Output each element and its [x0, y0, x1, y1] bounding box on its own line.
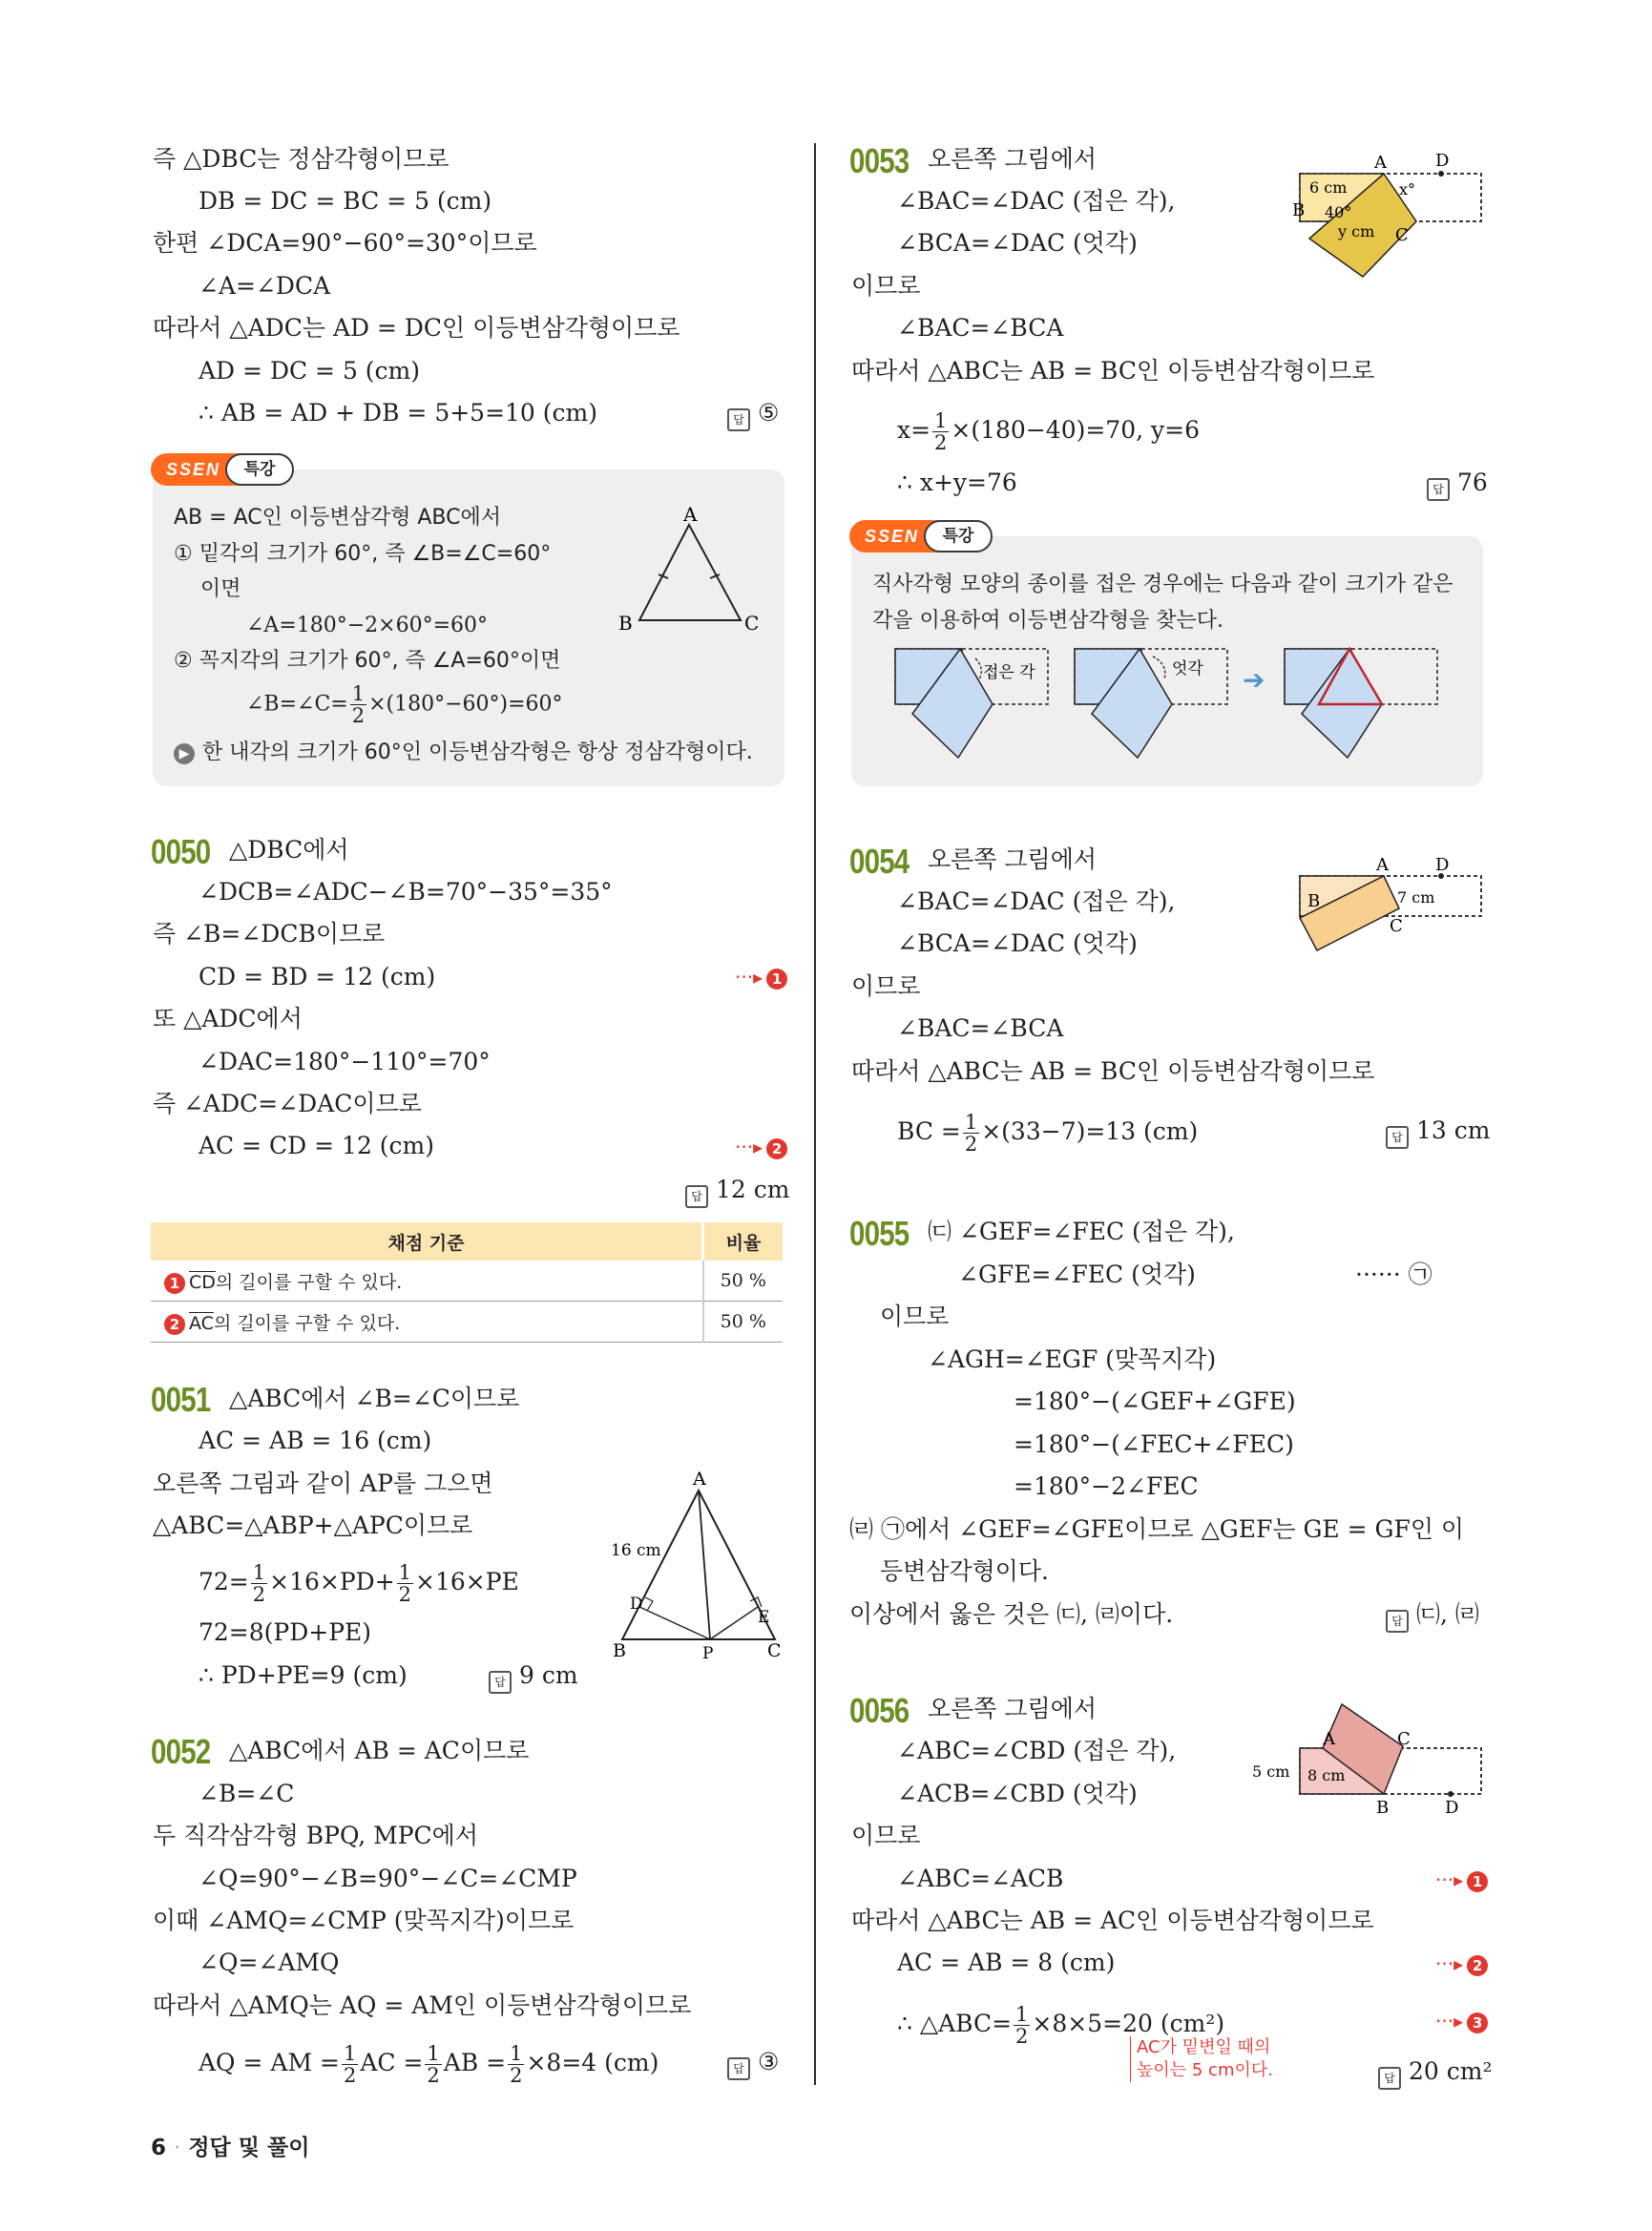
header-criteria: 채점 기준	[151, 1222, 703, 1261]
svg-text:B: B	[1292, 200, 1306, 220]
answer-icon: 답	[727, 2057, 750, 2080]
step-marker: ···▸ 2	[1435, 1952, 1488, 1976]
annotation-note: AC가 밑변일 때의 높이는 5 cm이다.	[1130, 2036, 1273, 2082]
svg-text:B: B	[1307, 891, 1321, 911]
answer-mark: 답 20 cm²	[1378, 2055, 1493, 2090]
answer-icon: 답	[1427, 478, 1450, 501]
fraction: $\frac{1}{2}$	[1015, 2003, 1029, 2048]
answer-mark: 답 9 cm	[489, 1659, 578, 1694]
svg-text:D: D	[1435, 855, 1450, 875]
tip-line: ∠A=180°−2×60°=60°	[246, 614, 489, 637]
svg-text:C: C	[744, 612, 760, 635]
answer-mark: 답 12 cm	[685, 1174, 789, 1208]
math-line: =180°−(∠GEF+∠GFE)	[1014, 1387, 1296, 1415]
tip-line: 각을 이용하여 이등변삼각형을 찾는다.	[872, 609, 1224, 633]
folding-examples-figure	[893, 645, 1447, 769]
math-line: ∠AGH=∠EGF (맞꼭지각)	[928, 1345, 1217, 1373]
text-line: △ABC에서 ∠B=∠C이므로	[229, 1385, 520, 1412]
tip-badge: SSEN 특강	[151, 453, 294, 486]
svg-text:C: C	[1395, 225, 1409, 245]
step-marker: ···▸ 2	[735, 1136, 787, 1159]
math-line: ∠BCA=∠DAC (엇각)	[897, 229, 1138, 257]
text-line: 즉 △DBC는 정삼각형이므로	[153, 145, 450, 173]
text-line: 따라서 △ABC는 AB = AC인 이등변삼각형이므로	[851, 1907, 1374, 1934]
answer-icon: 답	[685, 1185, 708, 1208]
tip-badge: SSEN 특강	[849, 520, 993, 553]
problem-number: 0054	[849, 842, 910, 881]
text-line: 따라서 △ABC는 AB = BC인 이등변삼각형이므로	[851, 1057, 1375, 1085]
math-line: ∠DAC=180°−110°=70°	[199, 1048, 491, 1075]
svg-text:C: C	[767, 1640, 782, 1658]
text-line: 두 직각삼각형 BPQ, MPC에서	[153, 1822, 478, 1849]
fraction: $\frac{1}{2}$	[398, 1561, 412, 1606]
answer-mark: 답 ③	[727, 2046, 779, 2080]
answer-mark: 답 13 cm	[1386, 1115, 1490, 1149]
svg-text:5 cm: 5 cm	[1252, 1762, 1290, 1781]
text-line: ㈂ ∠GEF=∠FEC (접은 각),	[928, 1218, 1235, 1245]
text-line: △DBC에서	[229, 836, 349, 864]
math-line: ∠BAC=∠BCA	[897, 314, 1064, 342]
text-line: △ABC=△ABP+△APC이므로	[153, 1512, 473, 1539]
step-marker: ···▸ 3	[1435, 2010, 1488, 2033]
text-line: △ABC에서 AB = AC이므로	[229, 1737, 530, 1764]
problem-number: 0052	[151, 1732, 211, 1771]
text-line: 이므로	[851, 972, 921, 1000]
fraction: $\frac{1}{2}$	[351, 682, 366, 727]
text-line: 이상에서 옳은 것은 ㈂, ㈃이다.	[849, 1600, 1174, 1628]
math-line: ∠BCA=∠DAC (엇각)	[897, 929, 1138, 957]
math-line: AQ = AM = $\frac{1}{2}$ AC = $\frac{1}{2}$ AB = $\frac{1}{2}$ ×8=4 (cm)	[199, 2042, 659, 2087]
folded-paper-figure	[1288, 143, 1489, 286]
math-line: ∠B=∠C	[199, 1780, 295, 1807]
column-divider	[814, 143, 816, 2085]
math-line: AC = AB = 8 (cm)	[897, 1949, 1116, 1976]
math-line: AC = CD = 12 (cm)	[199, 1132, 435, 1159]
text-line: 이므로	[880, 1303, 950, 1330]
math-line: ∠Q=∠AMQ	[199, 1949, 340, 1976]
svg-text:엇각: 엇각	[1172, 659, 1203, 678]
math-line: x= $\frac{1}{2}$ ×(180−40)=70, y=6	[897, 409, 1200, 454]
math-line: ∠A=∠DCA	[199, 272, 331, 300]
table-row: 1 $\overline{CD}$의 길이를 구할 수 있다. 50 %	[151, 1261, 783, 1302]
math-line: ∠BAC=∠BCA	[897, 1014, 1064, 1042]
tip-conclusion: ▶ 한 내각의 크기가 60°인 이등변삼각형은 항상 정삼각형이다.	[174, 737, 753, 769]
problem-number: 0056	[849, 1691, 910, 1730]
text-line: 즉 ∠B=∠DCB이므로	[153, 920, 386, 948]
math-line: BC = $\frac{1}{2}$ ×(33−7)=13 (cm)	[897, 1111, 1199, 1156]
svg-text:C: C	[1397, 1729, 1411, 1749]
isosceles-triangle-figure	[611, 506, 783, 639]
fraction: $\frac{1}{2}$	[343, 2042, 357, 2087]
problem-number: 0055	[849, 1214, 910, 1253]
svg-text:A: A	[1374, 153, 1387, 173]
answer-icon: 답	[727, 408, 750, 431]
math-line: ∠Q=90°−∠B=90°−∠C=∠CMP	[199, 1865, 577, 1892]
math-line: =180°−(∠FEC+∠FEC)	[1014, 1430, 1294, 1458]
math-line: CD = BD = 12 (cm)	[199, 963, 436, 990]
equation-tag: ······ ㉠	[1355, 1261, 1432, 1288]
svg-text:y cm: y cm	[1338, 222, 1375, 240]
text-line: 이때 ∠AMQ=∠CMP (맞꼭지각)이므로	[153, 1907, 575, 1934]
answer-icon: 답	[1386, 1126, 1409, 1149]
svg-text:16 cm: 16 cm	[611, 1541, 661, 1560]
math-line: 72= $\frac{1}{2}$ ×16×PD+ $\frac{1}{2}$ ×16×PE	[199, 1561, 519, 1606]
math-line: AD = DC = 5 (cm)	[199, 357, 421, 385]
text-line: 따라서 △ADC는 AD = DC인 이등변삼각형이므로	[153, 314, 680, 342]
table-row: 2 $\overline{AC}$의 길이를 구할 수 있다. 50 %	[151, 1302, 783, 1343]
math-line: AC = AB = 16 (cm)	[199, 1427, 432, 1454]
arrow-icon: ▶	[174, 743, 195, 764]
folded-paper-figure	[1288, 849, 1489, 954]
svg-text:접은 각: 접은 각	[983, 663, 1035, 682]
text-line: 오른쪽 그림에서	[928, 145, 1097, 173]
svg-text:B: B	[1376, 1798, 1390, 1818]
answer-mark: 답 ㈂, ㈃	[1386, 1598, 1479, 1633]
tip-line: AB = AC인 이등변삼각형 ABC에서	[174, 506, 501, 530]
math-line: ∠DCB=∠ADC−∠B=70°−35°=35°	[199, 878, 613, 906]
text-line: 등변삼각형이다.	[880, 1557, 1049, 1585]
tip-line: ② 꼭지각의 크기가 60°, 즉 ∠A=60°이면	[174, 649, 561, 673]
text-line: 따라서 △AMQ는 AQ = AM인 이등변삼각형이므로	[153, 1991, 692, 2019]
math-line: ∠ABC=∠CBD (접은 각),	[897, 1737, 1177, 1764]
math-line: ∴ PD+PE=9 (cm)	[199, 1661, 408, 1689]
math-line: DB = DC = BC = 5 (cm)	[199, 187, 492, 215]
svg-text:7 cm: 7 cm	[1397, 888, 1435, 907]
answer-icon: 답	[1386, 1610, 1409, 1633]
svg-text:40°: 40°	[1325, 203, 1352, 221]
math-line: ∴ AB = AD + DB = 5+5=10 (cm)	[199, 399, 597, 427]
tip-line: ∠B=∠C= $\frac{1}{2}$ ×(180°−60°)=60°	[246, 682, 563, 727]
text-line: 한편 ∠DCA=90°−60°=30°이므로	[153, 229, 537, 257]
fraction: $\frac{1}{2}$	[252, 1561, 266, 1606]
fraction: $\frac{1}{2}$	[510, 2042, 523, 2087]
svg-text:6 cm: 6 cm	[1309, 178, 1348, 197]
svg-text:D: D	[1445, 1798, 1459, 1818]
fraction: $\frac{1}{2}$	[934, 409, 948, 454]
math-line: ∠GFE=∠FEC (엇각)	[958, 1261, 1196, 1288]
page-footer: 6 · 정답 및 풀이	[151, 2136, 310, 2160]
problem-number: 0050	[151, 832, 211, 871]
math-line: ∴ △ABC= $\frac{1}{2}$ ×8×5=20 (cm²)	[897, 2003, 1225, 2048]
svg-text:A: A	[693, 1469, 706, 1490]
math-line: 72=8(PD+PE)	[199, 1618, 372, 1646]
text-line: 이므로	[851, 272, 921, 300]
fraction: $\frac{1}{2}$	[427, 2042, 440, 2087]
svg-text:A: A	[1323, 1729, 1335, 1749]
answer-mark: 답 76	[1427, 467, 1488, 501]
fraction: $\frac{1}{2}$	[964, 1111, 978, 1156]
math-line: ∴ x+y=76	[897, 469, 1017, 496]
grading-table	[151, 1222, 783, 1343]
svg-text:P: P	[702, 1644, 714, 1658]
text-line: 이므로	[851, 1822, 921, 1849]
svg-text:D: D	[1435, 151, 1450, 171]
math-line: ∠BAC=∠DAC (접은 각),	[897, 187, 1176, 215]
math-line: ∠ACB=∠CBD (엇각)	[897, 1780, 1138, 1807]
text-line: 오른쪽 그림에서	[928, 845, 1097, 873]
problem-number: 0051	[151, 1380, 211, 1419]
svg-text:8 cm: 8 cm	[1307, 1766, 1346, 1784]
svg-text:C: C	[1390, 916, 1403, 936]
text-line: 따라서 △ABC는 AB = BC인 이등변삼각형이므로	[851, 357, 1375, 385]
svg-text:B: B	[618, 612, 633, 635]
step-marker: ···▸ 1	[1435, 1868, 1488, 1892]
math-line: ∠ABC=∠ACB	[897, 1865, 1064, 1892]
arrow-right-icon: ➔	[1243, 664, 1265, 696]
tip-line: 이면	[200, 577, 241, 601]
text-line: 즉 ∠ADC=∠DAC이므로	[153, 1090, 422, 1117]
text-line: 또 △ADC에서	[153, 1005, 303, 1032]
math-line: =180°−2∠FEC	[1014, 1472, 1199, 1500]
header-ratio: 비율	[703, 1222, 784, 1261]
svg-text:E: E	[758, 1608, 770, 1627]
text-line: ㈃ ㉠에서 ∠GEF=∠GFE이므로 △GEF는 GE = GF인 이	[849, 1515, 1465, 1543]
svg-text:A: A	[683, 506, 698, 526]
answer-icon: 답	[489, 1671, 512, 1694]
folded-paper-figure	[1250, 1695, 1489, 1828]
math-line: ∠BAC=∠DAC (접은 각),	[897, 887, 1176, 915]
tip-line: 직사각형 모양의 종이를 접은 경우에는 다음과 같이 크기가 같은	[872, 573, 1453, 596]
problem-number: 0053	[849, 141, 910, 180]
answer-mark: 답 ⑤	[727, 397, 779, 431]
svg-text:D: D	[630, 1595, 643, 1614]
answer-icon: 답	[1378, 2067, 1401, 2090]
step-marker: ···▸ 1	[735, 966, 787, 990]
triangle-abc-figure	[599, 1468, 800, 1658]
svg-text:B: B	[613, 1640, 626, 1658]
text-line: 오른쪽 그림에서	[928, 1695, 1097, 1722]
svg-text:x°: x°	[1399, 180, 1416, 198]
svg-text:A: A	[1376, 855, 1389, 875]
tip-line: ① 밑각의 크기가 60°, 즉 ∠B=∠C=60°	[174, 542, 552, 566]
text-line: 오른쪽 그림과 같이 AP를 그으면	[153, 1470, 493, 1497]
